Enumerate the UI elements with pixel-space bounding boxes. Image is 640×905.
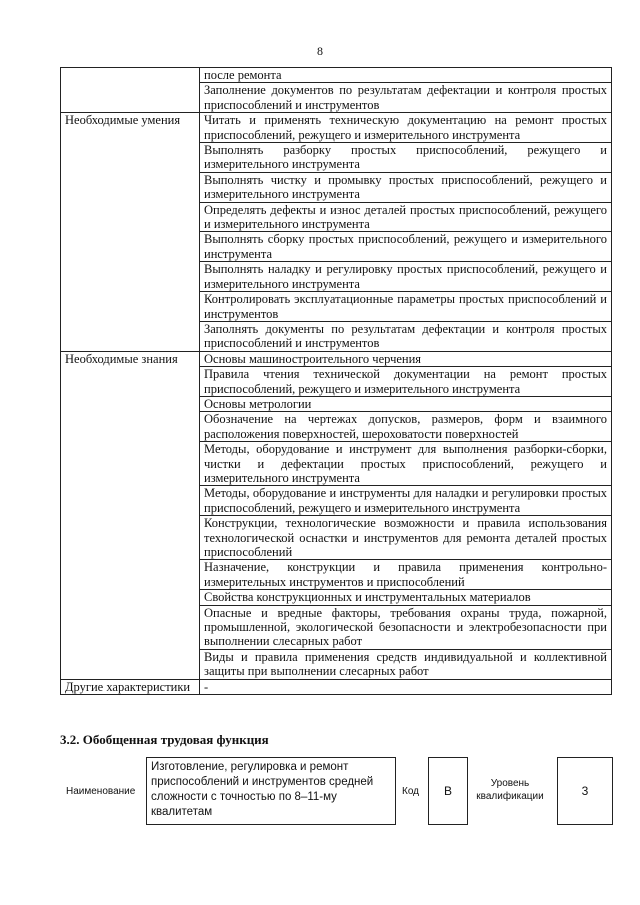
item-cell: Виды и правила применения средств индивидуальной и коллективной защиты при выполнении слесарных работ	[200, 649, 612, 679]
table-row	[61, 560, 612, 590]
table-row	[61, 442, 612, 486]
category-cell	[61, 486, 200, 516]
item-cell: Контролировать эксплуатационные параметры простых приспособлений и инструментов	[200, 292, 612, 322]
item-cell: Основы метрологии	[200, 396, 612, 411]
table-row	[61, 113, 612, 143]
table-row	[61, 202, 612, 232]
name-label: Наименование	[66, 786, 136, 797]
item-cell: Конструкции, технологические возможности и правила использования технологической оснастки и инструментов для ремонта деталей простых приспособлений	[200, 516, 612, 560]
table-row	[61, 367, 612, 397]
category-cell	[61, 68, 200, 83]
name-value: Изготовление, регулировка и ремонт приспособлений и инструментов средней сложности с точностью по 8–11-му квалитетам	[146, 757, 396, 825]
category-cell	[61, 292, 200, 322]
category-cell	[61, 321, 200, 351]
table-row	[61, 262, 612, 292]
code-value: B	[428, 757, 468, 825]
table-row	[61, 68, 612, 83]
item-cell: Опасные и вредные факторы, требования охраны труда, пожарной, промышленной, экологической безопасности и электробезопасности при выполнении слесарных работ	[200, 605, 612, 649]
item-cell: Читать и применять техническую документацию на ремонт простых приспособлений, режущего и измерительного инструмента	[200, 113, 612, 143]
table-row	[61, 321, 612, 351]
item-cell: Выполнять сборку простых приспособлений, режущего и измерительного инструмента	[200, 232, 612, 262]
table-row	[61, 232, 612, 262]
category-cell	[61, 516, 200, 560]
table-row	[61, 516, 612, 560]
category-cell: Необходимые умения	[61, 113, 200, 143]
category-cell	[61, 412, 200, 442]
category-cell: Необходимые знания	[61, 351, 200, 366]
table-row	[61, 605, 612, 649]
category-cell	[61, 202, 200, 232]
item-cell: Методы, оборудование и инструмент для выполнения разборки-сборки, чистки и дефектации простых приспособлений, режущего и измерительного инструмента	[200, 442, 612, 486]
category-cell	[61, 560, 200, 590]
category-cell	[61, 649, 200, 679]
item-cell: Выполнять разборку простых приспособлений, режущего и измерительного инструмента	[200, 143, 612, 173]
item-cell: Основы машиностроительного черчения	[200, 351, 612, 366]
level-label: Уровень квалификации	[476, 778, 544, 802]
category-cell: Другие характеристики	[61, 679, 200, 694]
page-number: 8	[317, 44, 323, 58]
item-cell: Выполнять наладку и регулировку простых приспособлений, режущего и измерительного инструмента	[200, 262, 612, 292]
item-cell: Заполнять документы по результатам дефектации и контроля простых приспособлений и инструментов	[200, 321, 612, 351]
item-cell: Обозначение на чертежах допусков, размеров, форм и взаимного расположения поверхностей, шероховатости поверхностей	[200, 412, 612, 442]
category-cell	[61, 605, 200, 649]
table-row	[61, 486, 612, 516]
table-row	[61, 679, 612, 694]
item-cell: Методы, оборудование и инструменты для наладки и регулировки простых приспособлений, режущего и измерительного инструмента	[200, 486, 612, 516]
table-row	[61, 396, 612, 411]
category-cell	[61, 262, 200, 292]
item-cell: Определять дефекты и износ деталей простых приспособлений, режущего и измерительного инструмента	[200, 202, 612, 232]
item-cell: Заполнение документов по результатам дефектации и контроля простых приспособлений и инструментов	[200, 83, 612, 113]
item-cell: Выполнять чистку и промывку простых приспособлений, режущего и измерительного инструмента	[200, 172, 612, 202]
table-row	[61, 590, 612, 605]
table-row	[61, 172, 612, 202]
category-cell	[61, 143, 200, 173]
category-cell	[61, 172, 200, 202]
competency-table	[60, 67, 612, 695]
category-cell	[61, 83, 200, 113]
item-cell: Назначение, конструкции и правила применения контрольно-измерительных инструментов и приспособлений	[200, 560, 612, 590]
table-row	[61, 143, 612, 173]
item-cell: -	[200, 679, 612, 694]
category-cell	[61, 367, 200, 397]
category-cell	[61, 590, 200, 605]
category-cell	[61, 442, 200, 486]
table-row	[61, 412, 612, 442]
item-cell: Правила чтения технической документации на ремонт простых приспособлений, режущего и измерительного инструмента	[200, 367, 612, 397]
category-cell	[61, 396, 200, 411]
table-row	[61, 292, 612, 322]
table-row	[61, 351, 612, 366]
category-cell	[61, 232, 200, 262]
item-cell: Свойства конструкционных и инструментальных материалов	[200, 590, 612, 605]
table-row	[61, 83, 612, 113]
item-cell: после ремонта	[200, 68, 612, 83]
code-label: Код	[402, 786, 420, 797]
section-title: 3.2. Обобщенная трудовая функция	[60, 732, 269, 747]
level-value: 3	[557, 757, 613, 825]
table-row	[61, 649, 612, 679]
